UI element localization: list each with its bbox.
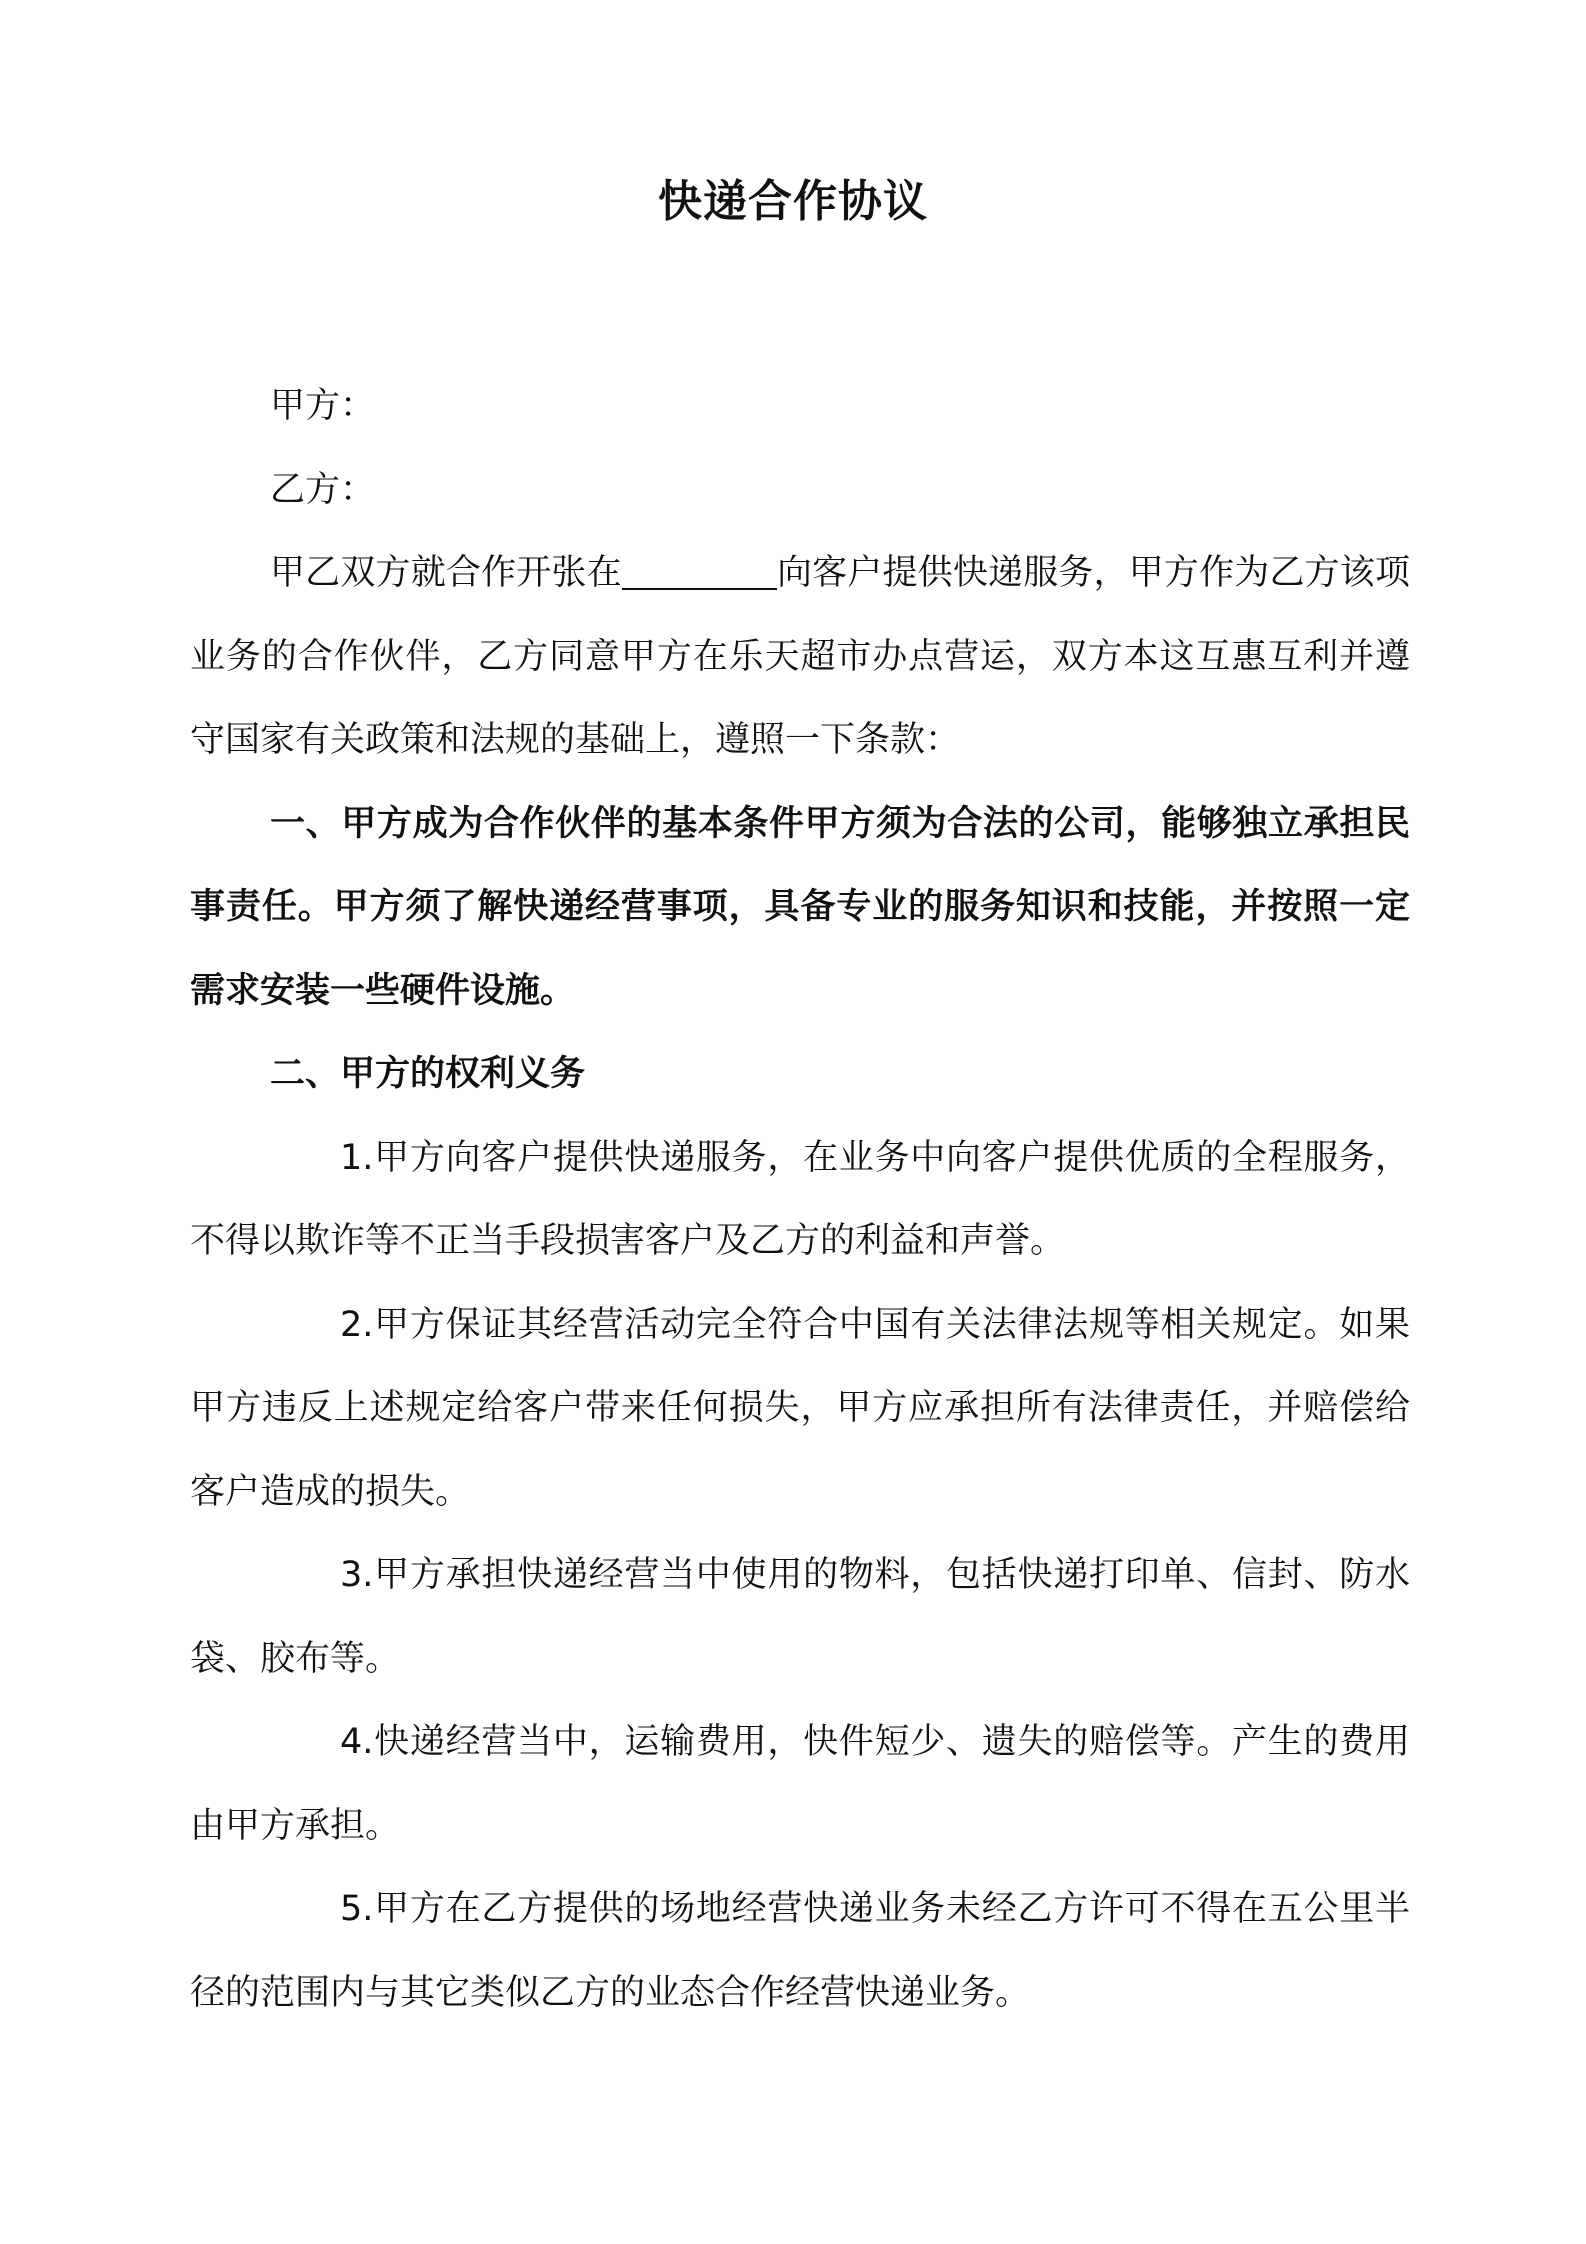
clause-item: 2.甲方保证其经营活动完全符合中国有关法律法规等相关规定。如果甲方违反上述规定给客户带来任何损失，甲方应承担所有法律责任，并赔偿给客户造成的损失。 (190, 1304, 1410, 1512)
clause-item: 5.甲方在乙方提供的场地经营快递业务未经乙方许可不得在五公里半径的范围内与其它类似乙方的业态合作经营快递业务。 (190, 1889, 1410, 2013)
intro-paragraph (190, 532, 1410, 783)
intro-text-start: 甲乙双方就合作开张在 (270, 553, 622, 593)
party-b-line: 乙方： (270, 469, 376, 510)
clause-item: 4.快递经营当中，运输费用，快件短少、遗失的赔偿等。产生的费用由甲方承担。 (190, 1722, 1410, 1846)
party-a-line: 甲方： (270, 386, 376, 426)
document-body (190, 365, 1410, 2035)
section-1-paragraph: 一、甲方成为合作伙伴的基本条件甲方须为合法的公司，能够独立承担民事责任。甲方须了解快递经营事项，具备专业的服务知识和技能，并按照一定需求安装一些硬件设施。 (190, 803, 1410, 1011)
section-2-heading: 二、甲方的权利义务 (270, 1054, 586, 1094)
intro-text-end: 向客户提供快递服务，甲方作为乙方该项业务的合作伙伴，乙方同意甲方在乐天超市办点营运，双方本这互惠互利并遵守国家有关政策和法规的基础上，遵照一下条款： (190, 553, 1410, 760)
fill-in-blank[interactable] (622, 548, 777, 590)
clause-item: 3.甲方承担快递经营当中使用的物料，包括快递打印单、信封、防水袋、胶布等。 (190, 1555, 1410, 1679)
document-title: 快递合作协议 (658, 176, 928, 227)
clause-item: 1.甲方向客户提供快递服务，在业务中向客户提供优质的全程服务，不得以欺诈等不正当手段损害客户及乙方的利益和声誉。 (190, 1137, 1410, 1261)
